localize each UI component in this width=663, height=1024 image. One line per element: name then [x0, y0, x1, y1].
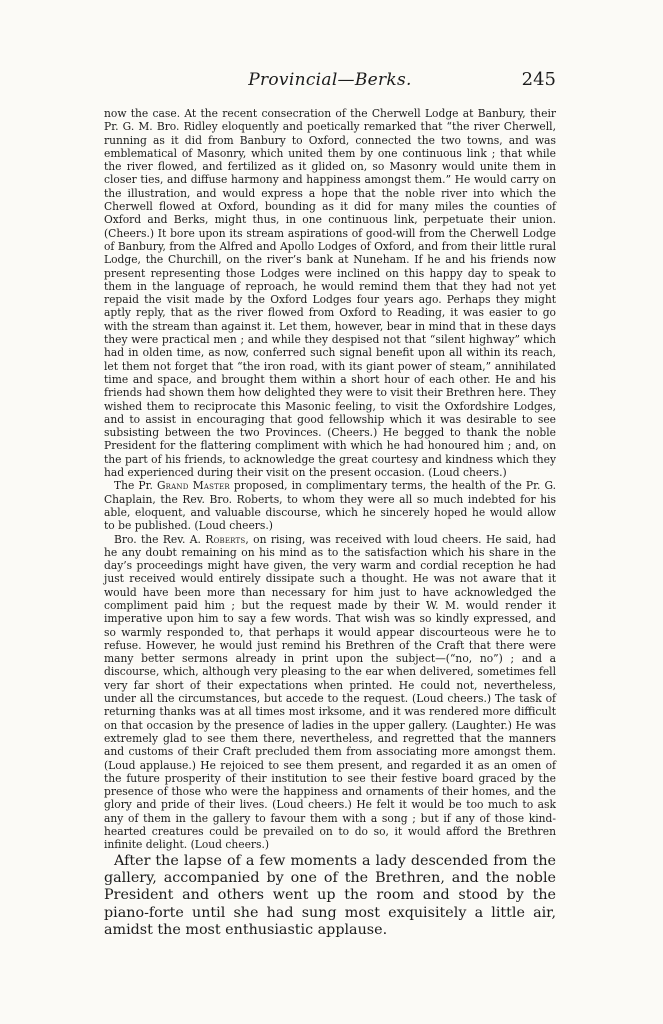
article-body — [104, 107, 556, 977]
paragraph-roberts-reply — [104, 533, 556, 852]
paragraph-lady-song: After the lapse of a few moments a lady descended from the gallery, accompanied by one of the Brethren, and the noble President and others went up the room and stood by the piano-forte until she had sung most exquisitely a little air, amidst the most enthusiastic applause. — [104, 852, 556, 939]
speech-section — [104, 107, 556, 852]
paragraph-cherwell-speech: now the case. At the recent consecration of the Cherwell Lodge at Banbury, their Pr. G. M. Bro. Ridley eloquently and poetically remarked that “the river Cherwell, running as it did from Banbury to Oxford, connected the two towns, and was emblematical of Masonry, which united them by one continuous link ; that while the river flowed, and fertilized as it glided on, so Masonry would unite them in closer ties, and diffuse harmony and happiness amongst them.” He would carry on the illustration, and would express a hope that the noble river into which the Cherwell flowed at Oxford, bounding as it did for many miles the counties of Oxford and Berks, might thus, in one continuous link, perpetuate their union. (Cheers.) It bore upon its stream aspirations of good-will from the Cherwell Lodge of Banbury, from the Alfred and Apollo Lodges of Oxford, and from their little rural Lodge, the Churchill, on the river’s bank at Nuneham. If he and his friends now present representing those Lodges were inclined on this happy day to speak to them in the language of reproach, he would remind them that they had not yet repaid the visit made by the Oxford Lodges four years ago. Perhaps they might aptly reply, that as the river flowed from Oxford to Reading, it was easier to go with the stream than against it. Let them, however, bear in mind that in these days they were practical men ; and while they despised not that “silent highway” which had in olden time, as now, conferred such signal benefit upon all within its reach, let them not forget that “the iron road, with its giant power of steam,” annihilated time and space, and brought them within a short hour of each other. He and his friends had shown them how delighted they were to visit their Brethren here. They wished them to reciprocate this Masonic feeling, to visit the Oxfordshire Lodges, and to assist in encouraging that good fellowship which it was desirable to see subsisting between the two Provinces. (Cheers.) He begged to thank the noble President for the flattering compliment with which he had honoured him ; and, on the part of his friends, to acknowledge the great courtesy and kindness which they had experienced during their visit on the present occasion. (Loud cheers.) — [104, 107, 556, 480]
reply-text: , on rising, was received with loud cheers. He said, had he any doubt remaining on his mind as to the satisfaction which his share in the day’s proceedings might have given, the very warm and cordial reception he had just received would entirely dissipate such a thought. He was not aware that it would have been more than necessary for him just to have acknowledged the compliment paid him ; but the request made by their W. M. would render it imperative upon him to say a few words. That wish was so kindly expressed, and so warmly responded to, that perhaps it would appear discourteous were he to refuse. However, he would just remind his Brethren of the Craft that there were many better sermons already in print upon the subject—(“no, no”) ; and a discourse, which, although very pleasing to the ear when delivered, sometimes fell very far short of their expectations when printed. He could not, nevertheless, under all the circumstances, but accede to the request. (Loud cheers.) The task of returning thanks was at all times most irksome, and it was rendered more difficult on that occasion by the presence of ladies in the upper gallery. (Laughter.) He was extremely glad to see them there, nevertheless, and regretted that the manners and customs of their Craft precluded them from associating more amongst them. (Loud applause.) He rejoiced to see them present, and regarded it as an omen of the future prosperity of their institution to see their festive board graced by the presence of those who were the happiness and ornaments of their homes, and the glory and pride of their lives. (Loud cheers.) He felt it would be too much to ask any of them in the gallery to favour them with a song ; but if any of those kind-hearted creatures could be prevailed on to do so, it would afford the Brethren infinite delight. (Loud cheers.) — [104, 532, 556, 852]
toast-prefix: The Pr. — [114, 479, 157, 493]
paragraph-grand-master-toast — [104, 479, 556, 532]
running-title: Provincial—Berks. — [248, 70, 412, 90]
roberts-name: Roberts — [205, 532, 246, 546]
page-header — [104, 70, 556, 94]
toast-text: proposed, in complimentary terms, the health of the Pr. G. Chaplain, the Rev. Bro. Roberts, to whom they were all so much indebted for his able, eloquent, and valuable discourse, which he sincerely hoped he would allow to be published. (Loud cheers.) — [104, 479, 556, 533]
reply-prefix: Bro. the Rev. A. — [114, 532, 206, 546]
grand-master-title: Grand Master — [156, 479, 230, 493]
page-number: 245 — [521, 69, 556, 90]
